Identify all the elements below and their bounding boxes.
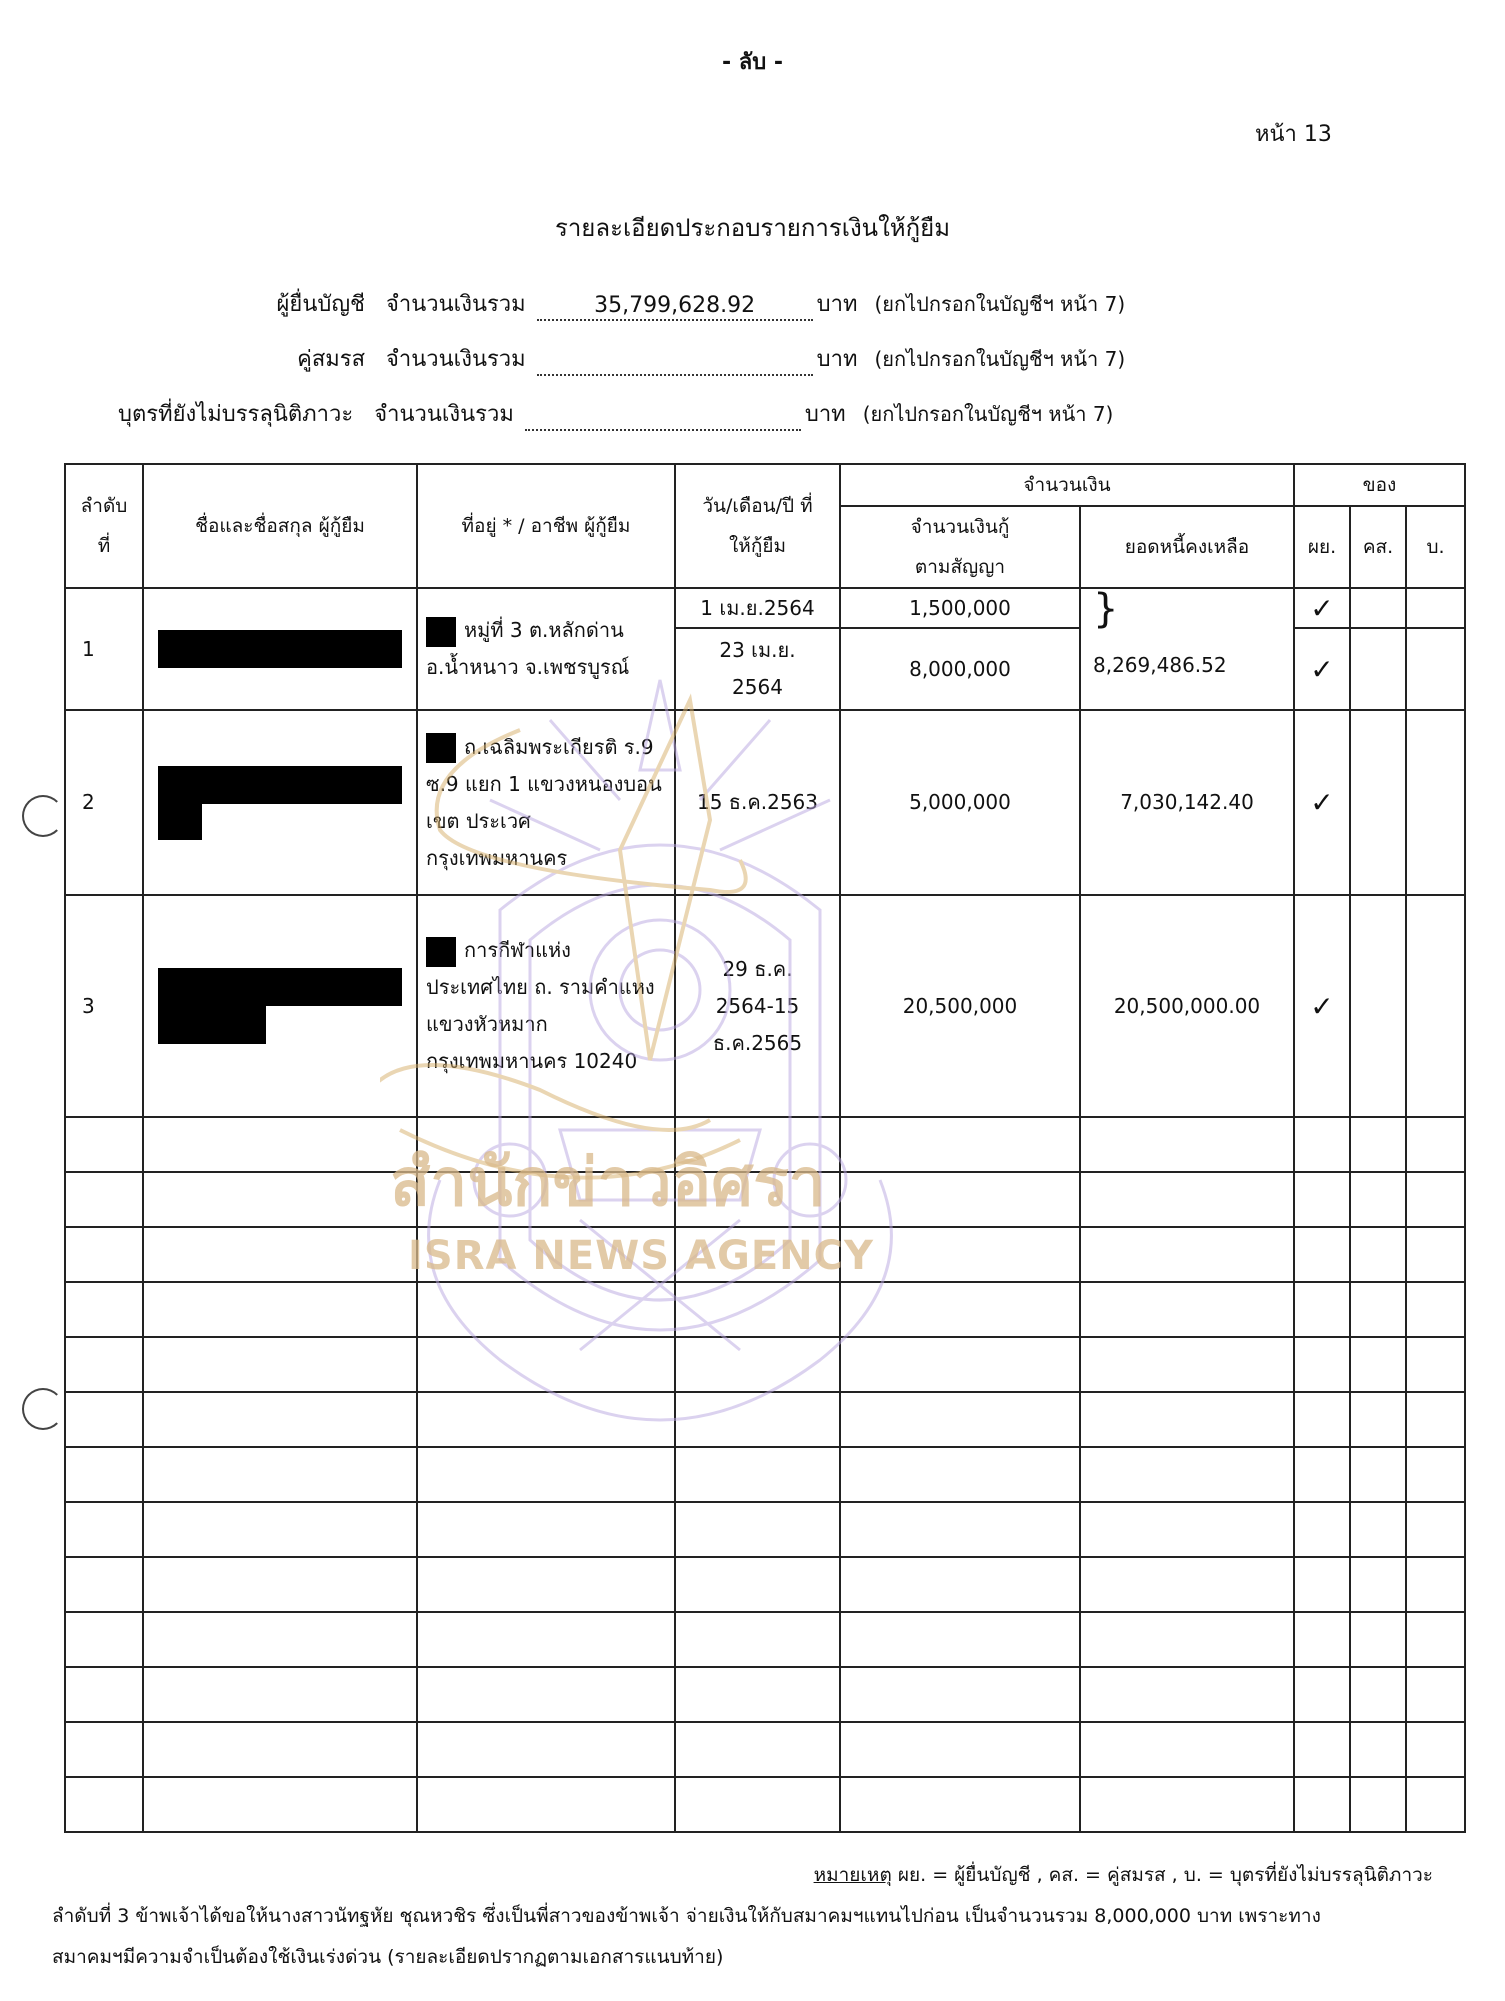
row-address — [417, 588, 675, 710]
redacted-name — [143, 588, 417, 710]
document-title: รายละเอียดประกอบรายการเงินให้กู้ยืม — [554, 214, 951, 242]
row-date: 23 เม.ย. 2564 — [675, 628, 840, 710]
check-mark-icon: ✓ — [1294, 895, 1350, 1117]
summary-unit: บาท — [804, 402, 846, 427]
summary-unit: บาท — [816, 347, 858, 372]
watermark-english-text: ISRA NEWS AGENCY — [408, 1233, 874, 1279]
col-header-owner-spouse: คส. — [1350, 506, 1406, 588]
empty-row — [65, 1502, 1465, 1557]
col-header-date: วัน/เดือน/ปี ที่ให้กู้ยืม — [675, 464, 840, 588]
remark-line-1: ลำดับที่ 3 ข้าพเจ้าได้ขอให้นางสาวนัทฐหัย ชุณหวชิร ซึ่งเป็นพี่สาวของข้าพเจ้า จ่ายเงินให้กับสมาคมฯแทนไปก่อน เป็นจำนวนรวม 8,000,000 บาท เพราะทาง — [52, 1905, 1321, 1927]
col-header-index: ลำดับ ที่ — [65, 464, 143, 588]
summary-line-spouse — [260, 341, 1125, 376]
summary-note: (ยกไปกรอกในบัญชีฯ หน้า 7) — [862, 402, 1114, 426]
row-date: 1 เม.ย.2564 — [675, 588, 840, 628]
row-index: 1 — [65, 588, 143, 710]
footnote — [814, 1860, 1433, 1890]
col-header-name: ชื่อและชื่อสกุล ผู้กู้ยืม — [143, 464, 417, 588]
summary-label: จำนวนเงินรวม — [386, 292, 526, 317]
summary-value — [525, 403, 801, 431]
col-header-contract-amount: จำนวนเงินกู้ ตามสัญญา — [840, 506, 1080, 588]
check-mark-icon: ✓ — [1294, 588, 1350, 628]
row-balance: 8,269,486.52 — [1093, 653, 1227, 677]
row-amount: 20,500,000 — [840, 895, 1080, 1117]
row-amount: 1,500,000 — [840, 588, 1080, 628]
table-row — [65, 710, 1465, 895]
address-text: หมู่ที่ 3 ต.หลักด่าน อ.น้ำหนาว จ.เพชรบูรณ์ — [426, 618, 630, 679]
col-header-address: ที่อยู่ * / อาชีพ ผู้กู้ยืม — [417, 464, 675, 588]
summary-value: 35,799,628.92 — [537, 293, 813, 321]
empty-row — [65, 1447, 1465, 1502]
row-balance: 7,030,142.40 — [1080, 710, 1294, 895]
watermark-thai-text: สำนักข่าวอิศรา — [390, 1144, 826, 1221]
summary-label: จำนวนเงินรวม — [374, 402, 514, 427]
empty-row — [65, 1667, 1465, 1722]
empty-row — [65, 1557, 1465, 1612]
owner-spouse-cell — [1350, 895, 1406, 1117]
summary-owner: ผู้ยื่นบัญชี — [276, 292, 365, 317]
binder-hole-icon — [22, 1388, 64, 1430]
redaction-box — [426, 617, 456, 647]
owner-child-cell — [1406, 628, 1465, 710]
classification-mark: - ลับ - — [721, 50, 784, 75]
footnote-label: หมายเหตุ — [813, 1864, 892, 1886]
row-address — [417, 710, 675, 895]
row-address — [417, 895, 675, 1117]
empty-row — [65, 1777, 1465, 1832]
check-mark-icon: ✓ — [1294, 710, 1350, 895]
summary-value — [537, 348, 813, 376]
address-text: ถ.เฉลิมพระเกียรติ ร.9 ซ.9 แยก 1 แขวงหนองบอน เขต ประเวศ กรุงเทพมหานคร — [426, 734, 662, 870]
page-number: หน้า 13 — [1255, 122, 1332, 147]
row-date: 29 ธ.ค. 2564-15 ธ.ค.2565 — [675, 895, 840, 1117]
empty-row — [65, 1722, 1465, 1777]
binder-hole-icon — [22, 795, 64, 837]
summary-unit: บาท — [816, 292, 858, 317]
redacted-name — [143, 895, 417, 1117]
row-index: 3 — [65, 895, 143, 1117]
row-index: 2 — [65, 710, 143, 895]
col-header-owner-group: ของ — [1294, 464, 1465, 506]
check-mark-icon: ✓ — [1294, 628, 1350, 710]
address-text: การกีฬาแห่ง ประเทศไทย ถ. รามคำแหง แขวงหัวหมาก กรุงเทพมหานคร 10240 — [426, 938, 655, 1073]
redacted-name — [143, 710, 417, 895]
col-header-amount-group: จำนวนเงิน — [840, 464, 1294, 506]
owner-spouse-cell — [1350, 628, 1406, 710]
summary-owner: คู่สมรส — [297, 347, 365, 372]
summary-note: (ยกไปกรอกในบัญชีฯ หน้า 7) — [874, 292, 1126, 316]
owner-spouse-cell — [1350, 588, 1406, 628]
col-header-owner-child: บ. — [1406, 506, 1465, 588]
remark-line-2: สมาคมฯมีความจำเป็นต้องใช้เงินเร่งด่วน (รายละเอียดปรากฏตามเอกสารแนบท้าย) — [52, 1946, 724, 1968]
owner-child-cell — [1406, 710, 1465, 895]
summary-label: จำนวนเงินรวม — [386, 347, 526, 372]
owner-child-cell — [1406, 588, 1465, 628]
empty-row — [65, 1282, 1465, 1337]
col-header-balance: ยอดหนี้คงเหลือ — [1080, 506, 1294, 588]
row-balance: 20,500,000.00 — [1080, 895, 1294, 1117]
empty-row — [65, 1337, 1465, 1392]
summary-owner: บุตรที่ยังไม่บรรลุนิติภาวะ — [118, 402, 354, 427]
summary-note: (ยกไปกรอกในบัญชีฯ หน้า 7) — [874, 347, 1126, 371]
table-row — [65, 588, 1465, 628]
brace-mark: } — [1093, 586, 1119, 632]
row-date: 15 ธ.ค.2563 — [675, 710, 840, 895]
redaction-box — [426, 937, 456, 967]
empty-row — [65, 1392, 1465, 1447]
owner-spouse-cell — [1350, 710, 1406, 895]
row-amount: 8,000,000 — [840, 628, 1080, 710]
table-row — [65, 895, 1465, 1117]
row-amount: 5,000,000 — [840, 710, 1080, 895]
footnote-text: ผย. = ผู้ยื่นบัญชี , คส. = คู่สมรส , บ. = บุตรที่ยังไม่บรรลุนิติภาวะ — [897, 1864, 1433, 1886]
summary-line-child — [118, 396, 1113, 431]
empty-row — [65, 1612, 1465, 1667]
summary-line-filer — [260, 286, 1125, 321]
owner-child-cell — [1406, 895, 1465, 1117]
row-balance-cell — [1080, 588, 1294, 710]
redaction-box — [426, 733, 456, 763]
col-header-owner-filer: ผย. — [1294, 506, 1350, 588]
